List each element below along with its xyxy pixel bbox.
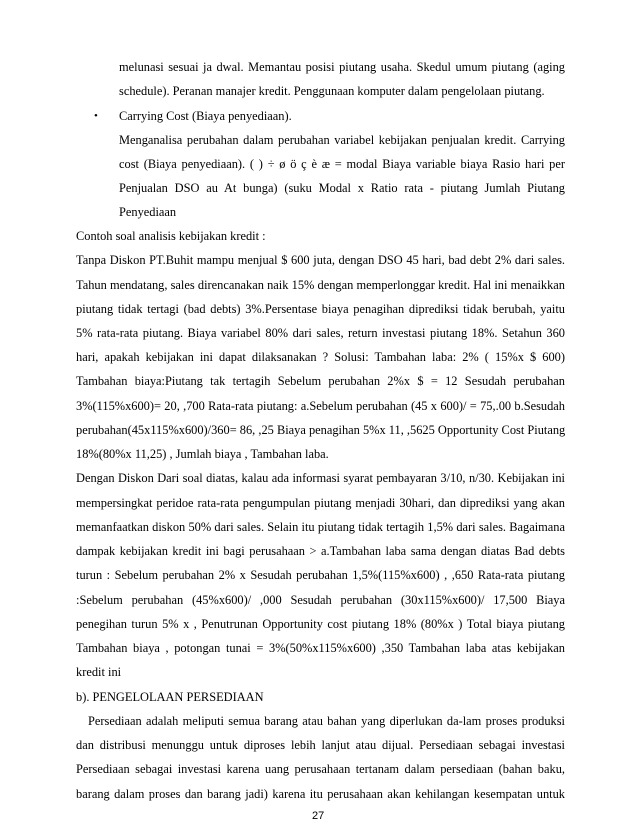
text-line: perubahan(45x115%x600)/360= 86, ,25 Biaya penagihan 5%x 11, ,5625 Opportunity Cost Piutang bbox=[76, 423, 566, 437]
text-line: 18%(80%x 11,25) , Jumlah biaya , Tambahan laba. bbox=[76, 447, 329, 461]
text-line: piutang tidak tertagi (bad debts) 3%.Persentase biaya penagihan diprediksi tidak berubah, yaitu bbox=[76, 302, 565, 316]
text-line: Persediaan adalah meliputi semua barang atau bahan yang diperlukan da-lam proses produksi bbox=[88, 714, 565, 728]
text-line: cost (Biaya penyediaan). ( ) ÷ ø ö ç è æ = modal Biaya variable biaya Rasio hari per bbox=[119, 157, 565, 171]
text-line: 3%(115%x600)= 20, ,700 Rata-rata piutang: a.Sebelum perubahan (45 x 600)/ = 75,.00 b.Sesudah bbox=[76, 399, 565, 413]
text-line: Penyediaan bbox=[119, 205, 177, 219]
text-line: Penjualan DSO au At bunga) (suku Modal x Ratio rata - piutang Jumlah Piutang bbox=[119, 181, 565, 195]
text-line: Menganalisa perubahan dalam perubahan variabel kebijakan penjualan kredit. Carrying bbox=[119, 133, 565, 147]
text-line: Tahun mendatang, sales direncanakan naik 15% dengan memperlonggar kredit. Hal ini menaikkan bbox=[76, 278, 565, 292]
section-heading: b). PENGELOLAAN PERSEDIAAN bbox=[76, 690, 264, 704]
text-line: melunasi sesuai ja dwal. Memantau posisi piutang usaha. Skedul umum piutang (aging bbox=[119, 60, 565, 74]
text-line: kredit ini bbox=[76, 665, 122, 679]
text-line: Carrying Cost (Biaya penyediaan). bbox=[119, 109, 292, 123]
text-line: Tanpa Diskon PT.Buhit mampu menjual $ 600 juta, dengan DSO 45 hari, bad debt 2% dari sales. bbox=[76, 253, 565, 267]
page-number: 27 bbox=[312, 810, 325, 822]
text-line: memanfaatkan diskon 50% dari sales. Selain itu piutang tidak tertagih 1,5% dari sales. Bagaimana bbox=[76, 520, 565, 534]
text-line: Contoh soal analisis kebijakan kredit : bbox=[76, 229, 266, 243]
text-line: Persediaan sebagai investasi karena uang perusahaan tertanam dalam persediaan (bahan baku, bbox=[76, 762, 565, 776]
text-line: :Sebelum perubahan (45%x600)/ ,000 Sesudah perubahan (30x115%x600)/ 17,500 Biaya bbox=[76, 593, 565, 607]
text-line: dan distribusi menunggu untuk diproses lebih lanjut atau dijual. Persediaan sebagai investasi bbox=[76, 738, 565, 752]
text-line: Tambahan biaya:Piutang tak tertagih Sebelum perubahan 2%x $ = 12 Sesudah perubahan bbox=[76, 374, 565, 388]
text-line: dampak kebijakan kredit ini bagi perusahaan > a.Tambahan laba sama dengan diatas Bad debts bbox=[76, 544, 565, 558]
text-line: hari, apakah kebijakan ini dapat dilaksanakan ? Solusi: Tambahan laba: 2% ( 15%x $ 600) bbox=[76, 350, 565, 364]
bullet-icon: • bbox=[94, 110, 98, 122]
text-line: 5% rata-rata piutang. Biaya variabel 80% dari sales, return investasi piutang 18%. Setahun 360 bbox=[76, 326, 565, 340]
text-line: turun : Sebelum perubahan 2% x Sesudah perubahan 1,5%(115%x600) , ,650 Rata-rata piutang bbox=[76, 568, 565, 582]
text-line: penegihan turun 5% x , Penutrunan Opportunity cost piutang 18% (80%x ) Total biaya piutang bbox=[76, 617, 565, 631]
text-line: mempersingkat peridoe rata-rata pengumpulan piutang menjadi 30hari, dan diprediksi yang akan bbox=[76, 496, 565, 510]
text-line: barang dalam proses dan barang jadi) karena itu perusahaan akan kehilangan kesempatan untuk bbox=[76, 787, 565, 801]
text-line: schedule). Peranan manajer kredit. Penggunaan komputer dalam pengelolaan piutang. bbox=[119, 84, 545, 98]
text-line: Tambahan biaya , potongan tunai = 3%(50%x115%x600) ,350 Tambahan laba atas kebijakan bbox=[76, 641, 565, 655]
text-line: Dengan Diskon Dari soal diatas, kalau ada informasi syarat pembayaran 3/10, n/30. Kebijakan ini bbox=[76, 471, 565, 485]
